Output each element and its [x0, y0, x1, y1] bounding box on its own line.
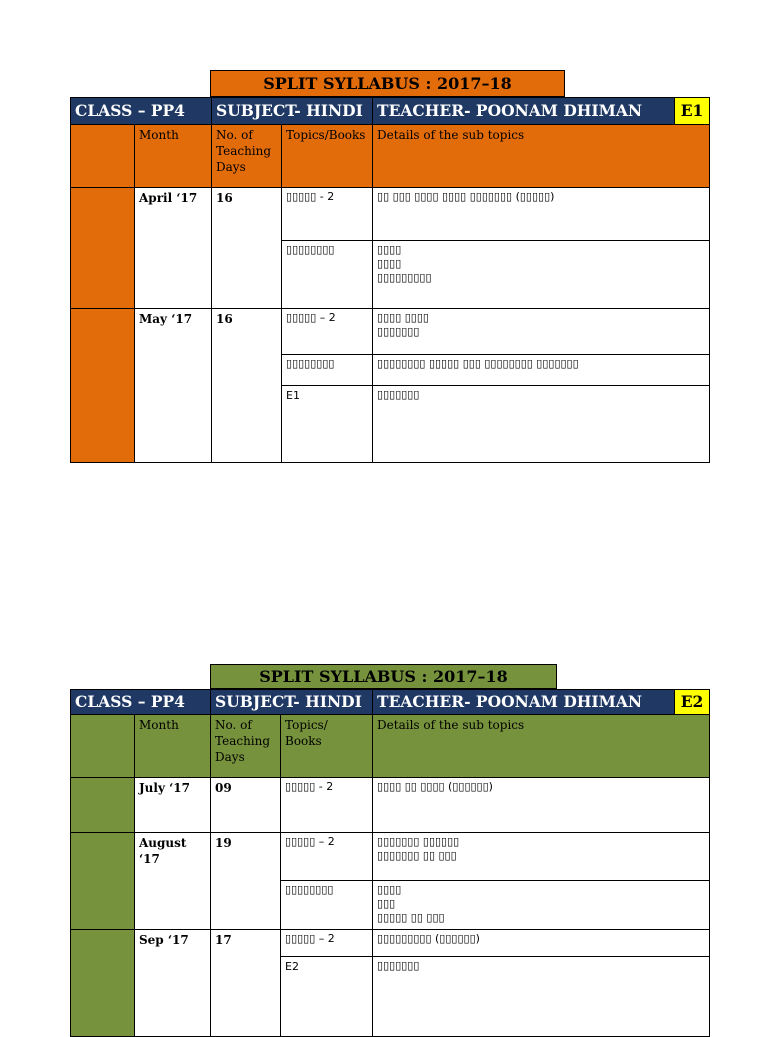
details-cell: ▯▯▯▯ ▯▯▯ ▯▯▯▯▯ ▯▯ ▯▯▯ [373, 881, 710, 930]
syllabus-table [70, 97, 710, 463]
col-header-month: Month [135, 715, 211, 778]
topic-cell: ▯▯▯▯▯▯▯▯ [282, 355, 373, 386]
month-cell: May ‘17 [135, 309, 212, 463]
block-code: E1 [675, 98, 710, 125]
details-cell: ▯▯▯▯▯▯▯ ▯▯▯▯▯▯ ▯▯▯▯▯▯▯ ▯▯ ▯▯▯ [373, 833, 710, 881]
subject-label: SUBJECT- HINDI [211, 690, 373, 715]
accent-cell [71, 309, 135, 463]
topic-cell: E1 [282, 386, 373, 463]
details-cell: ▯▯ ▯▯▯ ▯▯▯▯ ▯▯▯▯ ▯▯▯▯▯▯▯ (▯▯▯▯▯) [373, 188, 710, 241]
month-cell: August ‘17 [135, 833, 211, 930]
col-header-days: No. of Teaching Days [211, 715, 281, 778]
subject-label: SUBJECT- HINDI [212, 98, 373, 125]
accent-cell [71, 715, 135, 778]
teacher-label: TEACHER- POONAM DHIMAN [373, 690, 675, 715]
topic-cell: ▯▯▯▯▯ – 2 [281, 930, 373, 957]
syllabus-block-e1 [70, 70, 709, 465]
month-cell: July ‘17 [135, 778, 211, 833]
accent-cell [71, 778, 135, 833]
details-cell: ▯▯▯▯ ▯▯ ▯▯▯▯ (▯▯▯▯▯▯) [373, 778, 710, 833]
accent-cell [71, 930, 135, 1037]
teacher-label: TEACHER- POONAM DHIMAN [373, 98, 675, 125]
block-code: E2 [675, 690, 710, 715]
accent-cell [71, 125, 135, 188]
col-header-month: Month [135, 125, 212, 188]
accent-cell [71, 833, 135, 930]
topic-cell: ▯▯▯▯▯▯▯▯ [281, 881, 373, 930]
topic-cell: ▯▯▯▯▯▯▯▯ [282, 241, 373, 309]
syllabus-block-e2 [70, 664, 709, 1024]
days-cell: 16 [212, 188, 282, 309]
topic-cell: ▯▯▯▯▯ - 2 [281, 778, 373, 833]
topic-cell: ▯▯▯▯▯ – 2 [282, 309, 373, 355]
details-cell: ▯▯▯▯▯▯▯▯ ▯▯▯▯▯ ▯▯▯ ▯▯▯▯▯▯▯▯ ▯▯▯▯▯▯▯ [373, 355, 710, 386]
topic-cell: ▯▯▯▯▯ – 2 [281, 833, 373, 881]
syllabus-title: SPLIT SYLLABUS : 2017–18 [210, 70, 565, 97]
details-cell: ▯▯▯▯ ▯▯▯▯ ▯▯▯▯▯▯▯ [373, 309, 710, 355]
accent-cell [71, 188, 135, 309]
topic-cell: E2 [281, 957, 373, 1037]
syllabus-title: SPLIT SYLLABUS : 2017–18 [210, 664, 557, 689]
col-header-details: Details of the sub topics [373, 715, 710, 778]
details-cell: ▯▯▯▯▯▯▯ [373, 957, 710, 1037]
month-cell: Sep ‘17 [135, 930, 211, 1037]
col-header-days: No. of Teaching Days [212, 125, 282, 188]
details-cell: ▯▯▯▯ ▯▯▯▯ ▯▯▯▯▯▯▯▯▯ [373, 241, 710, 309]
days-cell: 09 [211, 778, 281, 833]
col-header-topics: Topics/ Books [281, 715, 373, 778]
days-cell: 19 [211, 833, 281, 930]
days-cell: 16 [212, 309, 282, 463]
col-header-details: Details of the sub topics [373, 125, 710, 188]
topic-cell: ▯▯▯▯▯ - 2 [282, 188, 373, 241]
details-cell: ▯▯▯▯▯▯▯ [373, 386, 710, 463]
class-label: CLASS – PP4 [71, 690, 211, 715]
details-cell: ▯▯▯▯▯▯▯▯▯ (▯▯▯▯▯▯) [373, 930, 710, 957]
class-label: CLASS – PP4 [71, 98, 212, 125]
days-cell: 17 [211, 930, 281, 1037]
syllabus-table [70, 689, 710, 1037]
month-cell: April ‘17 [135, 188, 212, 309]
col-header-topics: Topics/Books [282, 125, 373, 188]
